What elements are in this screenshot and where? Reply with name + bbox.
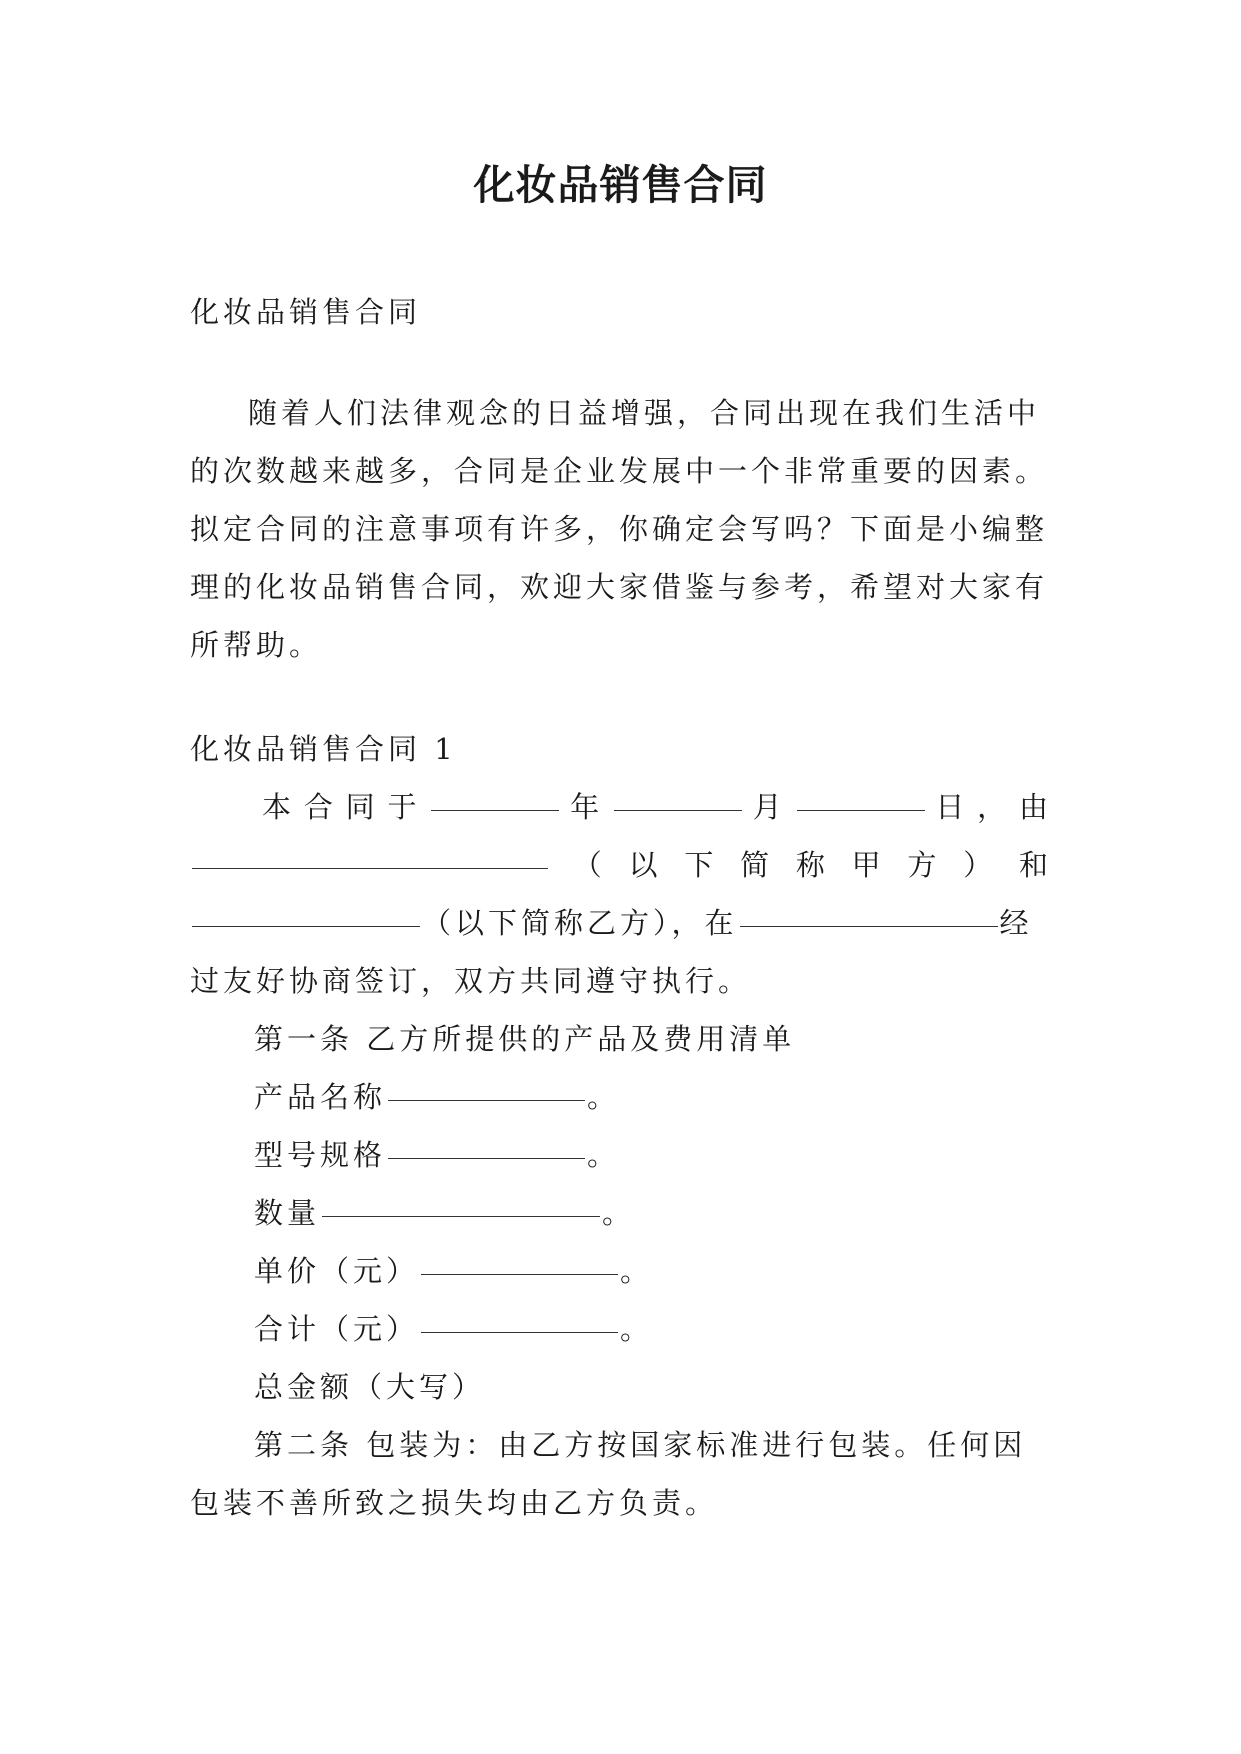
article-1 <box>190 1010 1052 1416</box>
item-end: 。 <box>620 1312 654 1346</box>
item-model-spec <box>190 1126 1052 1184</box>
item-total-amount: 总金额（大写） <box>254 1370 486 1404</box>
party-b-blank <box>192 926 420 927</box>
preamble-line-party-a <box>190 836 1052 894</box>
document-title: 化妆品销售合同 <box>473 161 768 209</box>
product-name-blank <box>388 1100 585 1101</box>
preamble-line-party-b <box>190 894 1052 952</box>
item-label: 合计（元） <box>254 1312 420 1346</box>
party-a-label: （以下简称甲方）和 <box>550 848 1052 882</box>
intro-line: 拟定合同的注意事项有许多，你确定会写吗？下面是小编整 <box>190 512 1049 546</box>
article-1-heading: 第一条 乙方所提供的产品及费用清单 <box>254 1022 796 1056</box>
place-blank <box>740 926 998 927</box>
article-2-line: 第二条 包装为：由乙方按国家标准进行包装。任何因 <box>254 1428 1027 1462</box>
item-quantity <box>190 1184 1052 1242</box>
document-subtitle: 化妆品销售合同 <box>190 295 422 329</box>
item-label: 型号规格 <box>254 1138 387 1172</box>
item-label: 单价（元） <box>254 1254 420 1288</box>
item-unit-price <box>190 1242 1052 1300</box>
item-subtotal <box>190 1300 1052 1358</box>
item-end: 。 <box>602 1196 636 1230</box>
item-label: 数量 <box>254 1196 321 1230</box>
year-label: 年 <box>561 790 612 824</box>
document-body <box>190 283 1052 1532</box>
quantity-blank <box>322 1216 600 1217</box>
intro-paragraph <box>190 384 1052 674</box>
preamble-prefix: 本合同于 <box>262 790 430 824</box>
contract-preamble <box>190 778 1052 1010</box>
preamble-line-end: 过友好协商签订，双方共同遵守执行。 <box>190 964 752 998</box>
item-end: 。 <box>620 1254 654 1288</box>
preamble-line-date <box>190 778 1052 836</box>
model-spec-blank <box>388 1158 585 1159</box>
party-b-label: （以下简称乙方），在 <box>422 906 738 940</box>
intro-line: 所帮助。 <box>190 628 323 662</box>
intro-line: 的次数越来越多，合同是企业发展中一个非常重要的因素。 <box>190 454 1049 488</box>
item-end: 。 <box>587 1080 621 1114</box>
item-product-name <box>190 1068 1052 1126</box>
item-end: 。 <box>587 1138 621 1172</box>
subtotal-blank <box>421 1332 618 1333</box>
article-2 <box>190 1416 1052 1532</box>
day-label: 日，由 <box>926 790 1052 824</box>
place-suffix: 经 <box>999 906 1033 940</box>
year-blank <box>431 810 559 811</box>
item-label: 产品名称 <box>254 1080 387 1114</box>
intro-line: 理的化妆品销售合同，欢迎大家借鉴与参考，希望对大家有 <box>190 570 1049 604</box>
intro-line: 随着人们法律观念的日益增强，合同出现在我们生活中 <box>248 396 1041 430</box>
party-a-blank <box>192 868 548 869</box>
unit-price-blank <box>421 1274 618 1275</box>
day-blank <box>797 810 925 811</box>
section-heading: 化妆品销售合同 1 <box>190 732 457 766</box>
month-label: 月 <box>743 790 795 824</box>
article-2-line: 包装不善所致之损失均由乙方负责。 <box>190 1486 719 1520</box>
month-blank <box>614 810 742 811</box>
